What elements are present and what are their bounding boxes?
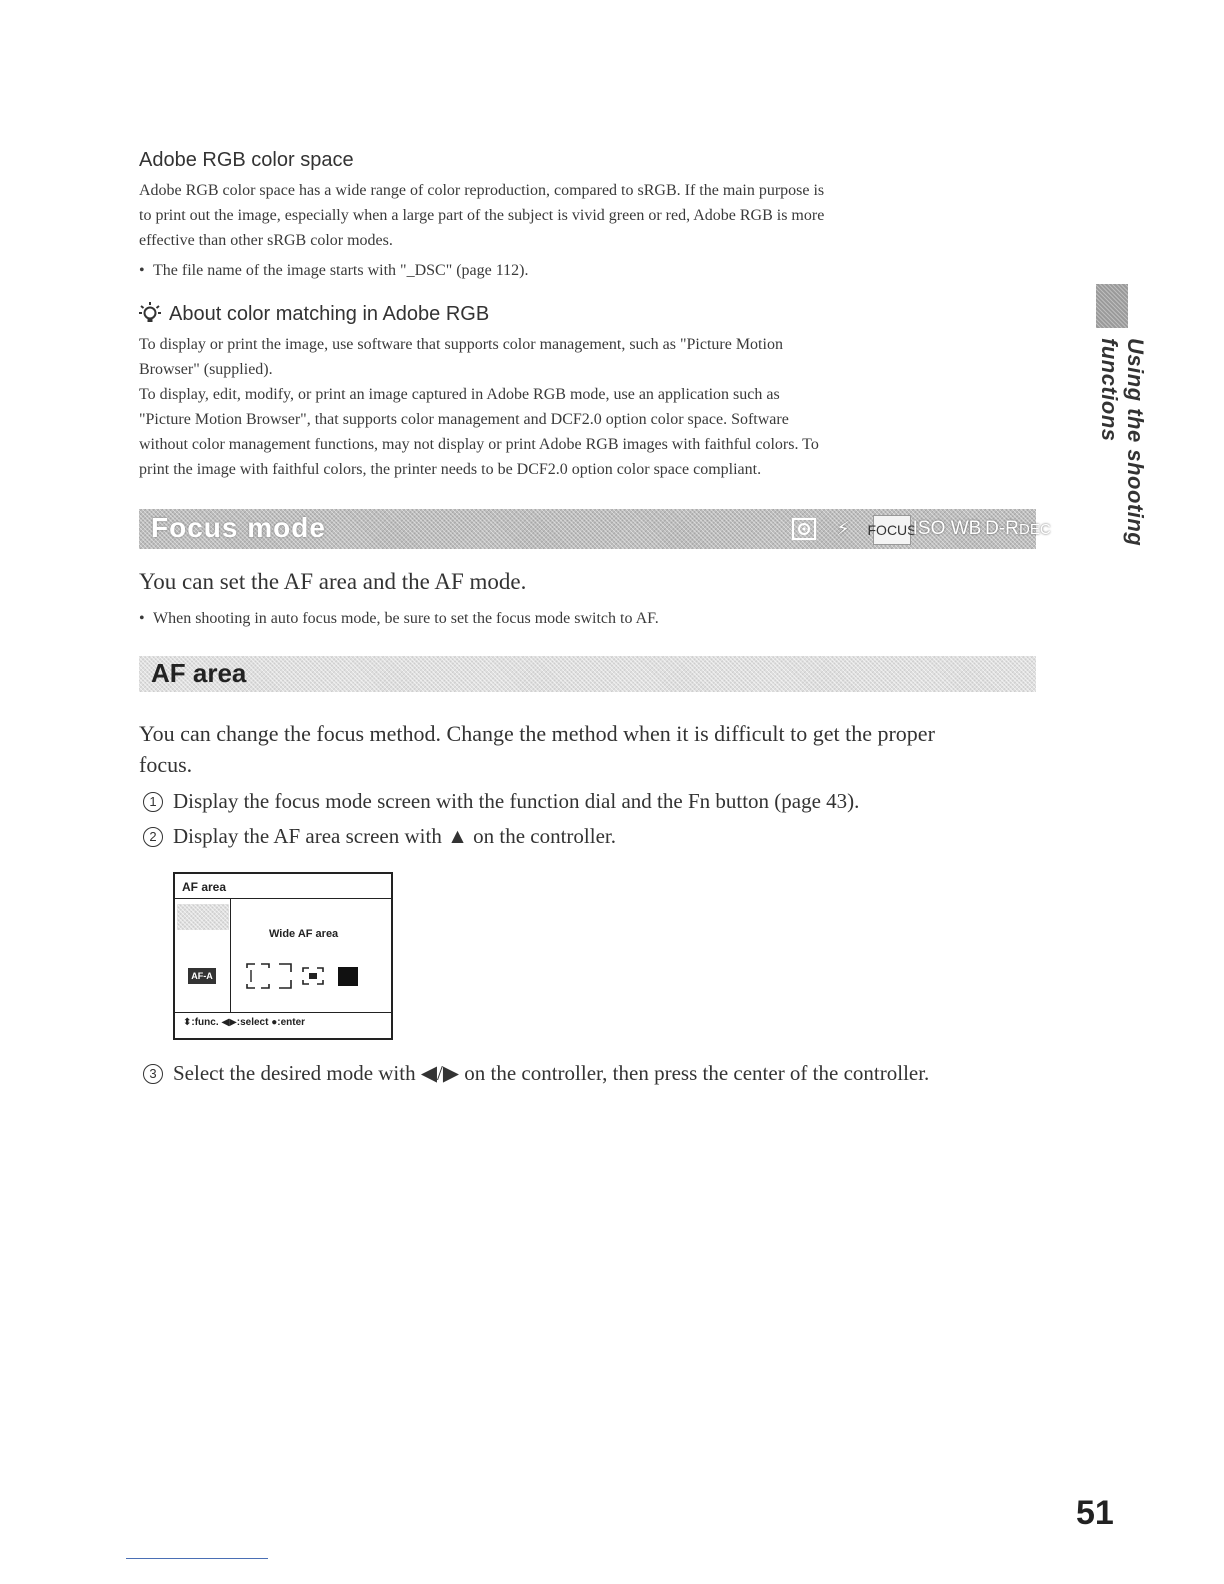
lightbulb-icon	[139, 302, 161, 326]
adobe-rgb-body	[139, 178, 1079, 253]
af-area-intro-line-1: You can change the focus method. Change the method when it is difficult to get the proper	[139, 721, 935, 746]
adobe-rgb-line-3: effective than other sRGB color modes.	[139, 232, 393, 249]
screen-divider-left	[230, 899, 231, 1012]
tip-line-2: Browser" (supplied).	[139, 361, 273, 378]
metering-icon	[791, 515, 817, 543]
focus-mode-bullet-text: When shooting in auto focus mode, be sure to set the focus mode switch to AF.	[153, 610, 659, 627]
step-number: 2	[143, 827, 163, 847]
af-area-intro-line-2: focus.	[139, 752, 193, 777]
tip-body	[139, 332, 1059, 482]
tip-heading-row	[139, 302, 489, 326]
step-1	[143, 786, 859, 817]
local-af-icon	[301, 966, 325, 986]
step-text: Select the desired mode with ◀/▶ on the controller, then press the center of the controller.	[173, 1061, 930, 1085]
screen-divider-top	[175, 898, 391, 899]
tab-iso: ISO	[912, 518, 946, 539]
focus-mode-intro: You can set the AF area and the AF mode.	[139, 569, 527, 594]
step-number: 1	[143, 792, 163, 812]
adobe-rgb-bullet	[139, 258, 1079, 283]
tip-heading: About color matching in Adobe RGB	[169, 302, 490, 325]
af-area-screen	[173, 872, 393, 1040]
tip-line-6: print the image with faithful colors, the printer needs to be DCF2.0 option color space compliant.	[139, 461, 762, 478]
footer-rule	[126, 1558, 268, 1559]
screen-divider-bottom	[175, 1012, 391, 1013]
tip-line-1: To display or print the image, use software that supports color management, such as "Picture Motion	[139, 336, 783, 353]
step-text: Display the focus mode screen with the function dial and the Fn button (page 43).	[173, 789, 860, 813]
focus-mode-bullet	[139, 606, 1039, 631]
step-2	[143, 821, 616, 852]
bullet-dot: •	[139, 610, 145, 627]
tip-line-4: "Picture Motion Browser", that supports color management and DCF2.0 option color space. Software	[139, 411, 789, 428]
focus-mode-title: Focus mode	[151, 512, 326, 543]
screen-title: AF area	[182, 880, 227, 894]
adobe-rgb-heading: Adobe RGB color space	[139, 149, 354, 171]
adobe-rgb-line-1: Adobe RGB color space has a wide range of color reproduction, compared to sRGB. If the main purpose is	[139, 182, 825, 199]
screen-option-label: Wide AF area	[269, 928, 339, 940]
step-text: Display the AF area screen with ▲ on the controller.	[173, 824, 616, 848]
adobe-rgb-bullet-text: The file name of the image starts with "_DSC" (page 112).	[153, 262, 529, 279]
af-area-intro	[139, 718, 1069, 780]
selected-mode-highlight	[177, 904, 229, 930]
flash-icon: ⚡	[836, 518, 850, 540]
selected-af-square-icon	[338, 967, 358, 986]
tip-line-3: To display, edit, modify, or print an image captured in Adobe RGB mode, use an application such as	[139, 386, 780, 403]
side-tab-label: Using the shooting functions	[1097, 338, 1148, 547]
spot-af-icon	[275, 962, 297, 990]
tab-wb: WB	[950, 518, 982, 539]
tip-line-5: without color management functions, may not display or print Adobe RGB images with faithful colors. To	[139, 436, 819, 453]
step-number: 3	[143, 1064, 163, 1084]
wide-af-area-icon	[245, 962, 271, 990]
side-tab-marker	[1096, 284, 1128, 328]
tab-focus: FOCUS	[873, 515, 911, 545]
adobe-rgb-line-2: to print out the image, especially when a large part of the subject is vivid green or red, Adobe RGB is more	[139, 207, 825, 224]
bullet-dot: •	[139, 262, 145, 279]
af-area-title: AF area	[151, 658, 247, 688]
step-3	[143, 1058, 929, 1089]
af-mode-badge: AF-A	[188, 968, 216, 984]
af-area-bar	[139, 656, 1036, 692]
tab-dec: DEC	[1019, 520, 1051, 538]
tab-dr: D-R	[985, 518, 1019, 539]
focus-mode-bar	[139, 509, 1051, 549]
page-number: 51	[1076, 1494, 1114, 1532]
screen-footer: ⬍:func. ◀▶:select ●:enter	[183, 1017, 306, 1028]
